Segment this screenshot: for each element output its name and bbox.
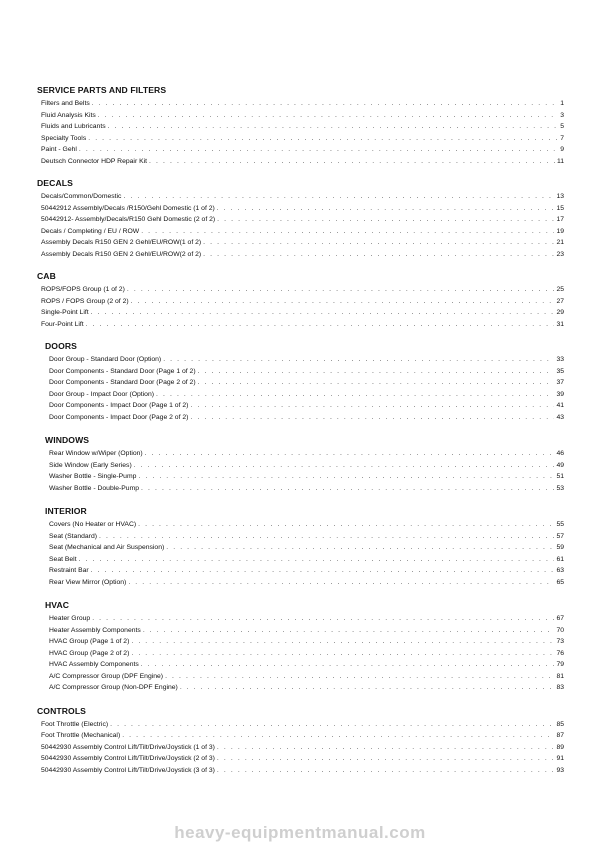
dot-leader [166, 542, 554, 554]
dot-leader [99, 531, 554, 543]
page-number: 81 [556, 672, 564, 680]
page-number: 33 [556, 356, 564, 363]
toc-entry[interactable] [37, 226, 564, 238]
toc-entry[interactable] [45, 377, 564, 389]
toc-section [45, 599, 564, 694]
section-title: CONTROLS [37, 705, 87, 716]
section-title: SERVICE PARTS AND FILTERS [37, 85, 167, 95]
toc-entry[interactable] [45, 671, 564, 683]
toc-entry[interactable] [37, 191, 564, 203]
entry-label: Washer Bottle - Single-Pump [49, 473, 137, 480]
entry-label: Foot Throttle (Mechanical) [41, 732, 121, 739]
toc-entry[interactable] [45, 471, 564, 483]
page-number: 15 [556, 204, 564, 212]
watermark: heavy-equipmentmanual.com [174, 823, 426, 842]
page-number: 1 [560, 100, 564, 107]
dot-leader [190, 400, 554, 412]
dot-leader [217, 742, 555, 754]
entry-label: Fluids and Lubricants [41, 123, 106, 130]
section-title: HVAC [45, 600, 70, 610]
entry-label: Covers (No Heater or HVAC) [49, 521, 137, 528]
page-number: 9 [560, 146, 564, 153]
page-number: 91 [556, 755, 564, 762]
dot-leader [141, 483, 554, 495]
entry-label: ROPS / FOPS Group (2 of 2) [41, 297, 129, 305]
entry-label: 50442912 Assembly/Decals /R150/Gehl Domestic (1 of 2) [41, 204, 215, 212]
page-number: 29 [556, 309, 564, 316]
entry-label: Side Window (Early Series) [49, 461, 132, 469]
section-title: DECALS [37, 178, 73, 188]
dot-leader [217, 753, 555, 765]
entry-label: 50442930 Assembly Control Lift/Tilt/Drive/Joystick (1 of 3) [41, 743, 215, 751]
entry-label: Specialty Tools [41, 134, 87, 142]
page-number: 79 [556, 661, 564, 668]
dot-leader [127, 284, 555, 296]
entry-label: A/C Compressor Group (Non-DPF Engine) [49, 684, 178, 691]
page-number: 37 [556, 379, 564, 386]
entry-label: Seat (Mechanical and Air Suspension) [49, 544, 165, 551]
toc-entry[interactable] [37, 156, 564, 168]
page-number: 76 [556, 649, 564, 657]
page-number: 17 [556, 216, 564, 223]
page-number: 63 [556, 567, 564, 574]
toc-entry[interactable] [37, 214, 564, 226]
entry-label: Decals/Common/Domestic [41, 193, 122, 200]
toc-entry[interactable] [37, 98, 564, 110]
page-number: 7 [560, 134, 564, 142]
toc-section [45, 505, 564, 588]
toc-section [37, 705, 564, 777]
dot-leader [110, 719, 554, 731]
dot-leader [88, 133, 558, 145]
entry-label: Door Group - Impact Door (Option) [49, 390, 155, 398]
entry-label: HVAC Group (Page 2 of 2) [49, 649, 130, 657]
toc-entry[interactable] [45, 531, 564, 543]
entry-label: Deutsch Connector HDP Repair Kit [41, 157, 148, 165]
page-number: 39 [556, 390, 564, 398]
page-number: 19 [556, 227, 564, 235]
entry-label: Seat Belt [49, 555, 77, 563]
toc-section [37, 270, 564, 330]
toc-entry[interactable] [37, 742, 564, 754]
dot-leader [98, 110, 558, 122]
toc-entry[interactable] [45, 682, 564, 694]
toc-entry[interactable] [45, 565, 564, 577]
entry-label: HVAC Assembly Components [49, 661, 139, 668]
dot-leader [198, 377, 555, 389]
page-number: 85 [556, 720, 564, 728]
toc-section [45, 340, 564, 423]
dot-leader [165, 671, 554, 683]
toc-entry[interactable] [45, 448, 564, 460]
dot-leader [79, 554, 555, 566]
toc-entry[interactable] [37, 307, 564, 319]
toc-entry[interactable] [37, 765, 564, 777]
entry-label: Assembly Decals R150 GEN 2 Gehl/EU/ROW(2 of 2) [41, 250, 202, 258]
dot-leader [143, 625, 555, 637]
toc-entry[interactable] [37, 730, 564, 742]
toc-section [37, 177, 564, 260]
entry-label: Door Components - Standard Door (Page 1 of 2) [49, 367, 196, 375]
toc-entry[interactable] [45, 554, 564, 566]
page-number: 70 [556, 626, 564, 634]
toc-entry[interactable] [37, 110, 564, 122]
page-number: 49 [556, 461, 564, 469]
page-number: 55 [556, 521, 564, 528]
toc-entry[interactable] [37, 133, 564, 145]
dot-leader [138, 471, 554, 483]
entry-label: A/C Compressor Group (DPF Engine) [49, 672, 164, 680]
entry-label: ROPS/FOPS Group (1 of 2) [41, 286, 125, 293]
toc-entry[interactable] [37, 237, 564, 249]
toc-entry[interactable] [45, 636, 564, 648]
entry-label: Rear Window w/Wiper (Option) [49, 450, 143, 457]
dot-leader [92, 98, 558, 110]
dot-leader [122, 730, 554, 742]
dot-leader [79, 144, 558, 156]
page-number: 61 [556, 555, 564, 563]
toc-entry[interactable] [45, 659, 564, 671]
section-title: CAB [37, 271, 56, 281]
dot-leader [141, 226, 554, 238]
toc-entry[interactable] [45, 389, 564, 401]
entry-label: HVAC Group (Page 1 of 2) [49, 638, 130, 645]
toc-entry[interactable] [37, 753, 564, 765]
dot-leader [131, 648, 554, 660]
toc-entry[interactable] [45, 366, 564, 378]
dot-leader [128, 577, 554, 589]
page-number: 53 [556, 484, 564, 492]
page-number: 83 [556, 684, 564, 691]
section-title: WINDOWS [45, 435, 90, 445]
entry-label: Rear View Mirror (Option) [49, 578, 127, 586]
entry-label: Door Group - Standard Door (Option) [49, 356, 162, 363]
toc-entry[interactable] [37, 249, 564, 261]
dot-leader [203, 249, 554, 261]
dot-leader [138, 519, 554, 531]
toc-section [45, 434, 564, 494]
dot-leader [91, 307, 555, 319]
page-number: 21 [556, 239, 564, 246]
dot-leader [198, 366, 555, 378]
entry-label: Door Components - Impact Door (Page 1 of 2) [49, 402, 189, 409]
dot-leader [134, 460, 555, 472]
page-number: 51 [556, 473, 564, 480]
page-number: 27 [556, 297, 564, 305]
page-number: 31 [556, 320, 564, 328]
dot-leader [91, 565, 555, 577]
dot-leader [180, 682, 555, 694]
page-number: 87 [556, 732, 564, 739]
entry-label: Washer Bottle - Double-Pump [49, 484, 140, 492]
entry-label: Heater Assembly Components [49, 626, 141, 634]
entry-label: Foot Throttle (Electric) [41, 720, 109, 728]
toc-entry[interactable] [45, 460, 564, 472]
dot-leader [217, 203, 555, 215]
dot-leader [190, 412, 554, 424]
entry-label: Assembly Decals R150 GEN 2 Gehl/EU/ROW(1 of 2) [41, 239, 202, 246]
dot-leader [108, 121, 559, 133]
dot-leader [141, 659, 555, 671]
toc-entry[interactable] [45, 354, 564, 366]
entry-label: 50442930 Assembly Control Lift/Tilt/Drive/Joystick (2 of 3) [41, 755, 215, 762]
table-of-contents [37, 84, 564, 786]
page-number: 25 [556, 286, 564, 293]
toc-entry[interactable] [45, 542, 564, 554]
dot-leader [145, 448, 555, 460]
page-number: 23 [556, 250, 564, 258]
dot-leader [131, 296, 555, 308]
page-number: 46 [556, 450, 564, 457]
page-number: 89 [556, 743, 564, 751]
toc-entry[interactable] [37, 719, 564, 731]
toc-entry[interactable] [45, 648, 564, 660]
entry-label: Seat (Standard) [49, 532, 97, 540]
page-number: 35 [556, 367, 564, 375]
entry-label: Single-Point Lift [41, 309, 89, 316]
dot-leader [131, 636, 554, 648]
section-title: DOORS [45, 341, 78, 351]
dot-leader [123, 191, 554, 203]
entry-label: Decals / Completing / EU / ROW [41, 227, 140, 235]
toc-entry[interactable] [45, 483, 564, 495]
toc-entry[interactable] [45, 577, 564, 589]
toc-entry[interactable] [45, 412, 564, 424]
toc-entry[interactable] [37, 203, 564, 215]
toc-entry[interactable] [45, 400, 564, 412]
page-number: 59 [556, 544, 564, 551]
toc-entry[interactable] [37, 121, 564, 133]
toc-section [37, 84, 564, 167]
entry-label: Restraint Bar [49, 567, 89, 574]
page-number: 57 [556, 532, 564, 540]
dot-leader [156, 389, 554, 401]
toc-entry[interactable] [45, 613, 564, 625]
page-number: 73 [556, 638, 564, 645]
entry-label: Fluid Analysis Kits [41, 111, 96, 119]
page-number: 41 [556, 402, 564, 409]
entry-label: Door Components - Impact Door (Page 2 of 2) [49, 413, 189, 421]
entry-label: 50442930 Assembly Control Lift/Tilt/Drive/Joystick (3 of 3) [41, 766, 215, 774]
entry-label: 50442912- Assembly/Decals/R150 Gehl Domestic (2 of 2) [41, 216, 216, 223]
entry-label: Door Components - Standard Door (Page 2 of 2) [49, 379, 196, 386]
page-number: 3 [560, 111, 564, 119]
page-number: 67 [556, 615, 564, 622]
entry-label: Four-Point Lift [41, 320, 84, 328]
dot-leader [203, 237, 554, 249]
page-number: 93 [556, 766, 564, 774]
page-number: 5 [560, 123, 564, 130]
dot-leader [163, 354, 554, 366]
dot-leader [92, 613, 554, 625]
toc-entry[interactable] [45, 519, 564, 531]
page-number: 43 [556, 413, 564, 421]
dot-leader [217, 214, 554, 226]
dot-leader [149, 156, 555, 168]
page-number: 11 [556, 157, 564, 165]
toc-entry[interactable] [37, 284, 564, 296]
page-number: 65 [556, 578, 564, 586]
toc-entry[interactable] [37, 296, 564, 308]
toc-entry[interactable] [37, 144, 564, 156]
dot-leader [217, 765, 555, 777]
entry-label: Filters and Belts [41, 100, 90, 107]
toc-entry[interactable] [37, 319, 564, 331]
page-number: 13 [556, 193, 564, 200]
dot-leader [86, 319, 555, 331]
section-title: INTERIOR [45, 506, 87, 516]
toc-entry[interactable] [45, 625, 564, 637]
entry-label: Heater Group [49, 615, 91, 622]
entry-label: Paint - Gehl [41, 146, 77, 153]
